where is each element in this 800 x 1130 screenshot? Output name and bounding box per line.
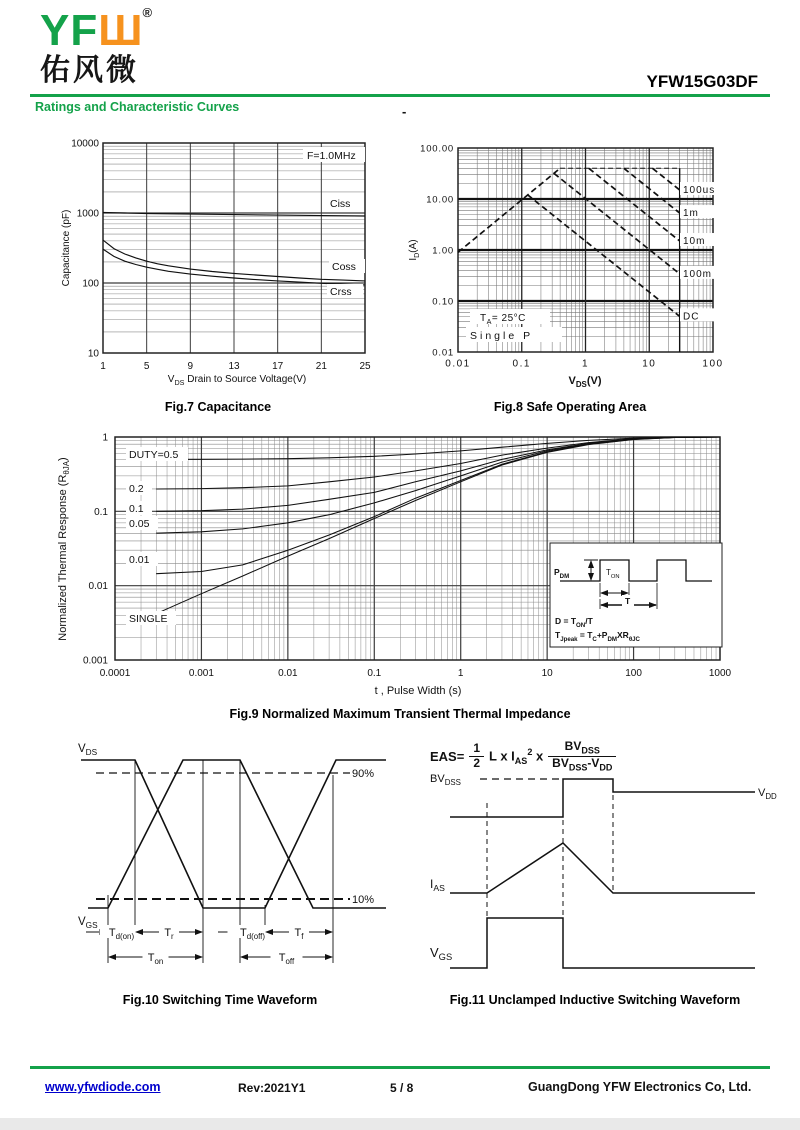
svg-text:10.00: 10.00 (426, 194, 454, 206)
logo-text-yf: YF (40, 6, 99, 55)
svg-text:10000: 10000 (71, 138, 99, 150)
svg-text:VDS: $V_{DS}$ (78, 743, 98, 757)
svg-text:0.01: 0.01 (278, 668, 298, 679)
svg-text:21: 21 (315, 361, 327, 372)
eas-lhs: EAS= (430, 748, 465, 764)
svg-text:D = TON/T: $D = T_{ON}/T$ (555, 616, 593, 629)
svg-text:0.001: 0.001 (82, 655, 108, 667)
svg-text:0.0001: 0.0001 (99, 668, 131, 679)
fig11-caption: Fig.11 Unclamped Inductive Switching Waveform (449, 993, 741, 1007)
svg-text:10: 10 (642, 358, 657, 370)
svg-text:TON: $T_{ON}$ (606, 568, 620, 580)
revision-text: Rev:2021Y1 (238, 1081, 306, 1095)
uis-waveform-diagram (425, 735, 785, 987)
svg-text:F=1.0MHz: F=1.0MHz (307, 150, 356, 162)
thermal-impedance-chart (50, 425, 765, 703)
svg-text:TA= 25°C: $T_A= 25^\circ C$ (480, 313, 526, 326)
eas-mid: L x $I_{AS}^2$ x (489, 746, 544, 766)
svg-text:1: 1 (100, 361, 106, 372)
svg-text:10m: 10m (683, 236, 706, 248)
svg-text:VDS(V): $V_{DS}(V)$ (568, 375, 602, 389)
website-link[interactable]: www.yfwdiode.com (45, 1080, 161, 1094)
svg-text:1000: 1000 (708, 668, 732, 679)
svg-text:ID(A): $I_D(A)$ (408, 239, 421, 261)
svg-text:DUTY=0.5: DUTY=0.5 (129, 449, 179, 461)
svg-text:0.001: 0.001 (188, 668, 214, 679)
svg-text:1m: 1m (683, 208, 699, 220)
svg-text:SINGLE: SINGLE (129, 613, 168, 625)
svg-text:100: 100 (625, 668, 642, 679)
eas-formula (430, 740, 616, 772)
svg-text:10: 10 (87, 348, 99, 360)
logo-text-w: Ш (98, 6, 143, 55)
svg-text:10%: 10% (352, 894, 375, 906)
svg-text:100m: 100m (683, 268, 713, 280)
svg-text:1: 1 (581, 358, 590, 370)
svg-text:IAS: $I_{AS}$ (430, 877, 445, 893)
svg-text:1: 1 (102, 432, 108, 444)
eas-frac-bv: $\frac{BV_{DSS}}{BV_{DSS}-V_{DD}}$ (548, 740, 616, 772)
capacitance-chart (55, 133, 405, 395)
svg-text:DC: DC (683, 311, 700, 323)
svg-text:10: 10 (541, 668, 553, 679)
svg-text:TJpeak = TC+PDMXRθJC: $T_{Jpeak} = T_C+P_{DM}XR_{\theta JC}$ (555, 630, 640, 643)
svg-text:100: 100 (82, 278, 99, 290)
svg-text:100us: 100us (683, 185, 716, 197)
svg-text:0.10: 0.10 (432, 296, 454, 308)
svg-text:Coss: Coss (332, 261, 356, 273)
svg-text:VGS: $V_{GS}$ (78, 916, 98, 930)
svg-text:0.1: 0.1 (94, 506, 108, 518)
svg-text:Td(on): $T_{d(on)}$ (108, 927, 135, 941)
svg-text:1.00: 1.00 (432, 245, 454, 257)
svg-text:Crss: Crss (330, 286, 352, 298)
soa-chart (408, 133, 793, 395)
svg-text:PDM: $P_{DM}$ (554, 567, 570, 580)
svg-text:Single P: Single P (470, 330, 534, 342)
svg-text:25: 25 (359, 361, 371, 372)
svg-text:Toff: $T_{off}$ (278, 952, 295, 966)
yfw-logo (40, 6, 152, 86)
fig9-caption: Fig.9 Normalized Maximum Transient Thermal Impedance (229, 707, 571, 721)
company-name: GuangDong YFW Electronics Co, Ltd. (528, 1080, 752, 1094)
svg-text:100.00: 100.00 (420, 143, 454, 155)
svg-text:90%: 90% (352, 768, 375, 780)
svg-text:0.01: 0.01 (432, 347, 454, 359)
stray-dash: - (402, 104, 407, 119)
footer-rule (30, 1066, 770, 1069)
svg-text:t , Pulse Width (s): t , Pulse Width (s) (374, 685, 462, 697)
svg-text:Ton: $T_{on}$ (147, 952, 164, 966)
part-number: YFW15G03DF (646, 72, 758, 91)
svg-text:VDD: $V_{DD}$ (758, 787, 777, 801)
svg-text:0.1: 0.1 (129, 503, 144, 515)
svg-text:Ciss: Ciss (330, 198, 351, 210)
svg-text:Normalized Thermal Response (R: Normalized Thermal Response $(R_{\theta JA})$ (57, 457, 71, 641)
fig7-caption: Fig.7 Capacitance (164, 400, 272, 414)
svg-text:Capacitance (pF): Capacitance (pF) (61, 209, 72, 287)
svg-text:9: 9 (187, 361, 194, 372)
svg-text:0.1: 0.1 (367, 668, 382, 679)
svg-text:T: T (625, 596, 631, 606)
svg-text:0.05: 0.05 (129, 518, 150, 530)
svg-text:Tr: $T_r$ (164, 927, 174, 941)
page-number: 5 / 8 (390, 1081, 414, 1095)
fig8-caption: Fig.8 Safe Operating Area (493, 400, 647, 414)
svg-text:5: 5 (143, 361, 150, 372)
svg-text:BVDSS: $BV_{DSS}$ (430, 773, 461, 787)
switching-waveform-diagram (58, 735, 398, 985)
svg-text:1000: 1000 (76, 208, 99, 220)
fig10-caption: Fig.10 Switching Time Waveform (122, 993, 318, 1007)
svg-text:0.01: 0.01 (445, 358, 471, 370)
svg-text:VGS: $V_{GS}$ (430, 945, 453, 962)
svg-text:0.2: 0.2 (129, 483, 144, 495)
registered-mark: ® (142, 5, 153, 20)
svg-text:Tf: $T_f$ (294, 927, 304, 941)
eas-frac-half: $\frac{1}{2}$ (469, 742, 484, 771)
header-rule (30, 94, 770, 97)
svg-text:0.01: 0.01 (129, 554, 150, 566)
svg-text:100: 100 (702, 358, 724, 370)
svg-text:1: 1 (457, 668, 464, 679)
section-title: Ratings and Characteristic Curves (35, 100, 240, 114)
scan-edge (0, 1118, 800, 1130)
svg-text:0.01: 0.01 (88, 581, 108, 593)
svg-text:13: 13 (228, 361, 240, 372)
svg-text:Td(off): $T_{d(off)}$ (239, 927, 266, 941)
logo-chinese-name: 佑风微 (40, 54, 139, 87)
svg-text:0.1: 0.1 (512, 358, 531, 370)
svg-text:VDS Drain to Source Voltage(V): $V_{DS}$ Drain to Source Voltage(V) (167, 374, 307, 387)
svg-text:17: 17 (272, 361, 284, 372)
